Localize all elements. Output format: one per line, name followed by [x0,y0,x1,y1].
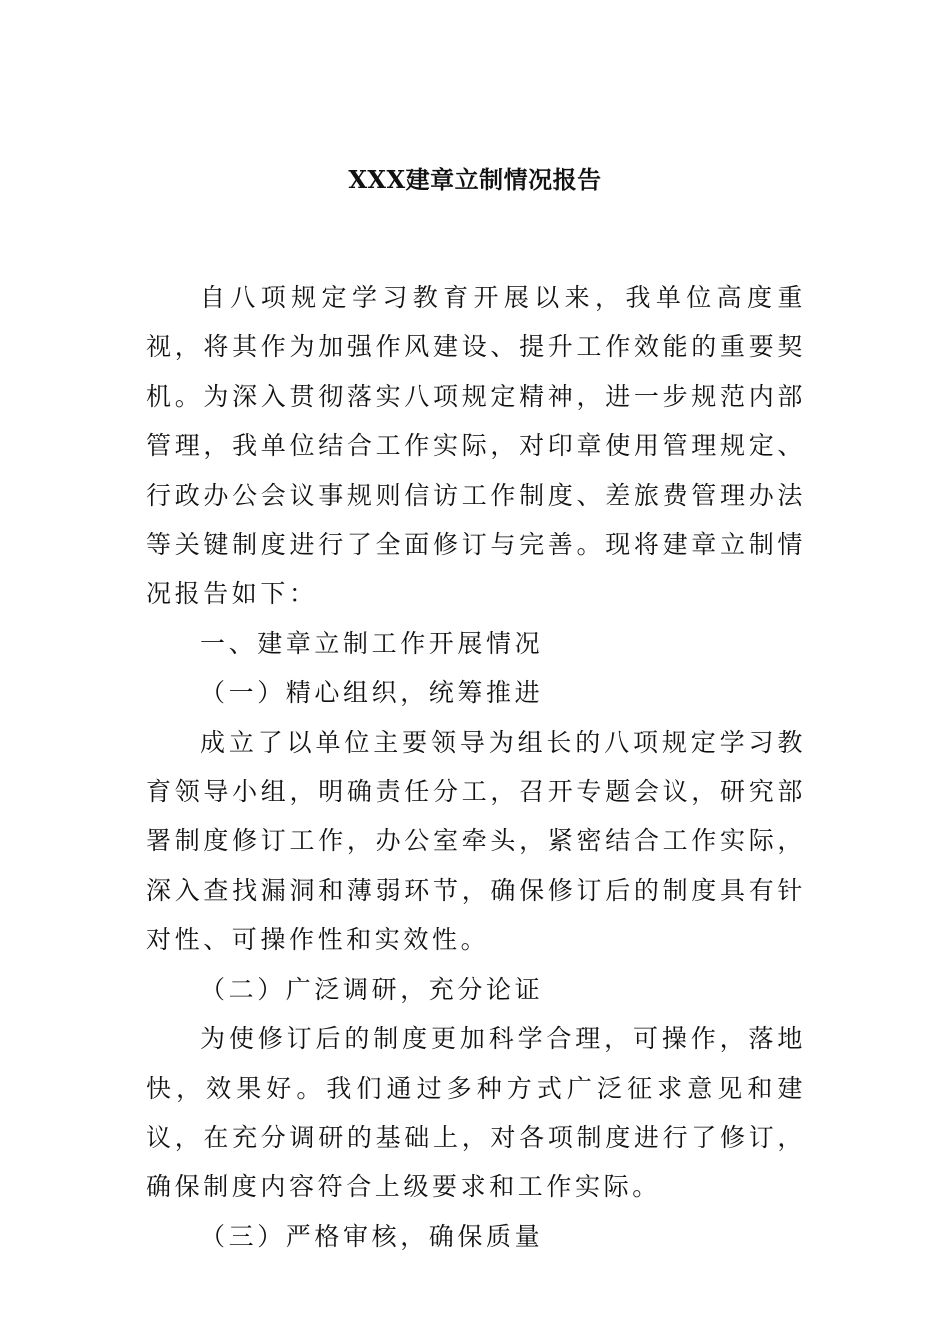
subsection-heading-1: （一）精心组织，统筹推进 [200,678,544,708]
section-heading-1: 一、建章立制工作开展情况 [200,628,544,658]
subsection-heading-3: （三）严格审核，确保质量 [200,1221,544,1251]
subsection-2-paragraph: 为使修订后的制度更加科学合理，可操作，落地快，效果好。我们通过多种方式广泛征求意见和建议，在充分调研的基础上，对各项制度进行了修订，确保制度内容符合上级要求和工作实际。 [146,1024,806,1202]
intro-paragraph: 自八项规定学习教育开展以来，我单位高度重视，将其作为加强作风建设、提升工作效能的重要契机。为深入贯彻落实八项规定精神，进一步规范内部管理，我单位结合工作实际，对印章使用管理规定、行政办公会议事规则信访工作制度、差旅费管理办法等关键制度进行了全面修订与完善。现将建章立制情况报告如下： [146,283,806,609]
document-title: XXX建章立制情况报告 [348,165,602,194]
subsection-1-paragraph: 成立了以单位主要领导为组长的八项规定学习教育领导小组，明确责任分工，召开专题会议，研究部署制度修订工作，办公室牵头，紧密结合工作实际，深入查找漏洞和薄弱环节，确保修订后的制度具有针对性、可操作性和实效性。 [146,727,806,955]
document-body [146,273,806,1261]
subsection-heading-2: （二）广泛调研，充分论证 [200,974,544,1004]
